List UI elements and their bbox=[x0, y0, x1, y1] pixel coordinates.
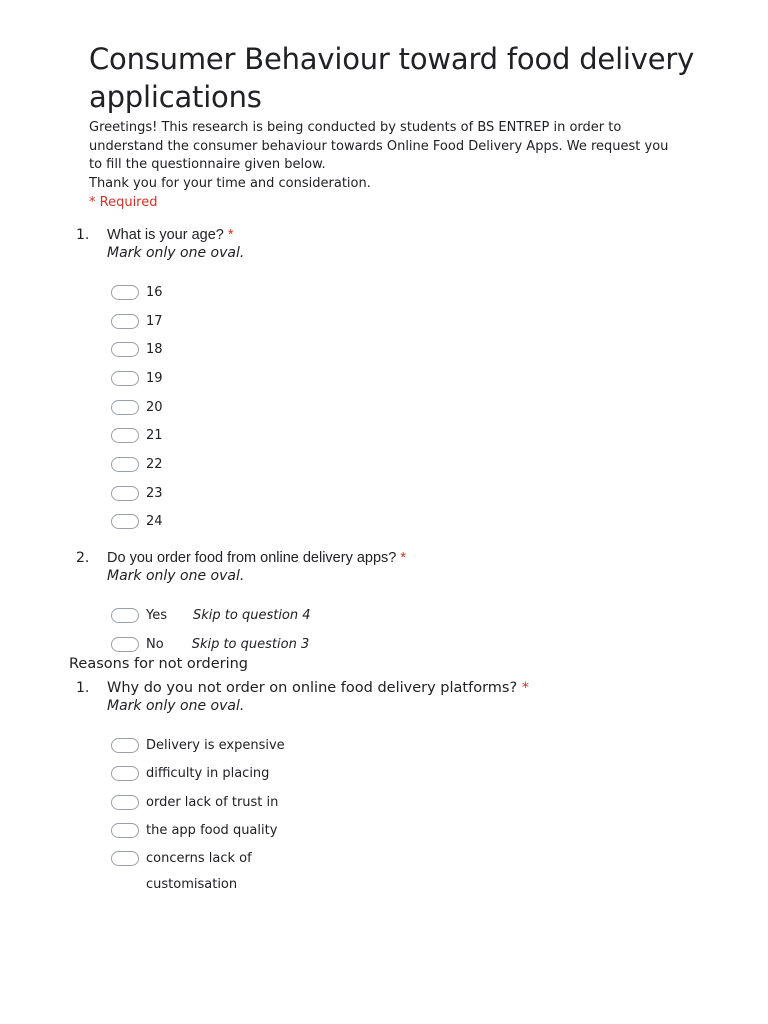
option-reason-expensive[interactable] bbox=[111, 735, 285, 755]
required-asterisk: * bbox=[521, 680, 530, 696]
radio-oval[interactable] bbox=[111, 608, 139, 623]
question-number: 1. bbox=[76, 227, 90, 243]
section-title: Reasons for not ordering bbox=[69, 656, 248, 672]
option-label: 22 bbox=[146, 456, 163, 472]
option-age-21[interactable] bbox=[111, 425, 163, 445]
question-label: Do you order food from online delivery apps? bbox=[107, 550, 397, 566]
radio-oval[interactable] bbox=[111, 851, 139, 866]
option-no[interactable] bbox=[111, 634, 309, 654]
radio-oval[interactable] bbox=[111, 314, 139, 329]
question-hint: Mark only one oval. bbox=[107, 698, 245, 714]
question-label: Why do you not order on online food delivery platforms? bbox=[107, 680, 518, 696]
option-age-18[interactable] bbox=[111, 339, 163, 359]
question-text bbox=[107, 550, 406, 566]
option-label: 24 bbox=[146, 513, 163, 529]
radio-oval[interactable] bbox=[111, 400, 139, 415]
question-number: 2. bbox=[76, 550, 90, 566]
question-text bbox=[107, 227, 234, 243]
radio-oval[interactable] bbox=[111, 738, 139, 753]
option-reason-trust[interactable] bbox=[111, 792, 278, 812]
form-description bbox=[89, 119, 669, 193]
option-label: 18 bbox=[146, 341, 163, 357]
option-age-17[interactable] bbox=[111, 311, 163, 331]
skip-logic-note: Skip to question 3 bbox=[191, 636, 310, 652]
required-asterisk: * bbox=[227, 227, 234, 243]
option-label: the app food quality bbox=[146, 822, 278, 838]
question-hint: Mark only one oval. bbox=[107, 245, 245, 261]
question-label: What is your age? bbox=[107, 227, 224, 243]
form-title: Consumer Behaviour toward food delivery applications bbox=[89, 42, 695, 114]
radio-oval[interactable] bbox=[111, 285, 139, 300]
radio-oval[interactable] bbox=[111, 766, 139, 781]
option-age-19[interactable] bbox=[111, 368, 163, 388]
option-label: order lack of trust in bbox=[146, 794, 279, 810]
option-label: difficulty in placing bbox=[146, 765, 270, 781]
option-reason-difficulty[interactable] bbox=[111, 763, 269, 783]
option-age-24[interactable] bbox=[111, 511, 163, 531]
option-label: Yes bbox=[146, 607, 167, 623]
radio-oval[interactable] bbox=[111, 823, 139, 838]
radio-oval[interactable] bbox=[111, 428, 139, 443]
question-hint: Mark only one oval. bbox=[107, 568, 245, 584]
question-number: 1. bbox=[76, 680, 90, 696]
option-label: 17 bbox=[146, 313, 163, 329]
option-yes[interactable] bbox=[111, 605, 311, 625]
option-label: concerns lack of bbox=[146, 850, 252, 866]
radio-oval[interactable] bbox=[111, 486, 139, 501]
option-label: 23 bbox=[146, 485, 163, 501]
radio-oval[interactable] bbox=[111, 457, 139, 472]
radio-oval[interactable] bbox=[111, 514, 139, 529]
skip-logic-note: Skip to question 4 bbox=[193, 607, 311, 623]
required-note: * Required bbox=[89, 195, 158, 210]
option-age-23[interactable] bbox=[111, 483, 163, 503]
radio-oval[interactable] bbox=[111, 637, 139, 652]
option-label: 19 bbox=[146, 370, 163, 386]
radio-oval[interactable] bbox=[111, 795, 139, 810]
option-label: 20 bbox=[146, 399, 163, 415]
required-asterisk: * bbox=[400, 550, 407, 566]
option-label: Delivery is expensive bbox=[146, 737, 285, 753]
radio-oval[interactable] bbox=[111, 371, 139, 386]
intro-text: Greetings! This research is being conducted by students of BS ENTREP in order to understand the consumer behaviour towards Online Food Delivery Apps. We request you to fill the questionnaire given below. bbox=[89, 120, 669, 172]
option-age-16[interactable] bbox=[111, 282, 163, 302]
option-label: 16 bbox=[146, 284, 163, 300]
option-reason-customisation[interactable] bbox=[111, 848, 252, 868]
option-continuation-text: customisation bbox=[146, 877, 238, 892]
radio-oval[interactable] bbox=[111, 342, 139, 357]
option-label: No bbox=[146, 636, 164, 652]
thanks-text: Thank you for your time and consideration. bbox=[89, 175, 371, 191]
option-age-20[interactable] bbox=[111, 397, 163, 417]
question-text bbox=[107, 680, 529, 696]
option-age-22[interactable] bbox=[111, 454, 163, 474]
option-reason-food-quality[interactable] bbox=[111, 820, 277, 840]
option-label: 21 bbox=[146, 427, 163, 443]
